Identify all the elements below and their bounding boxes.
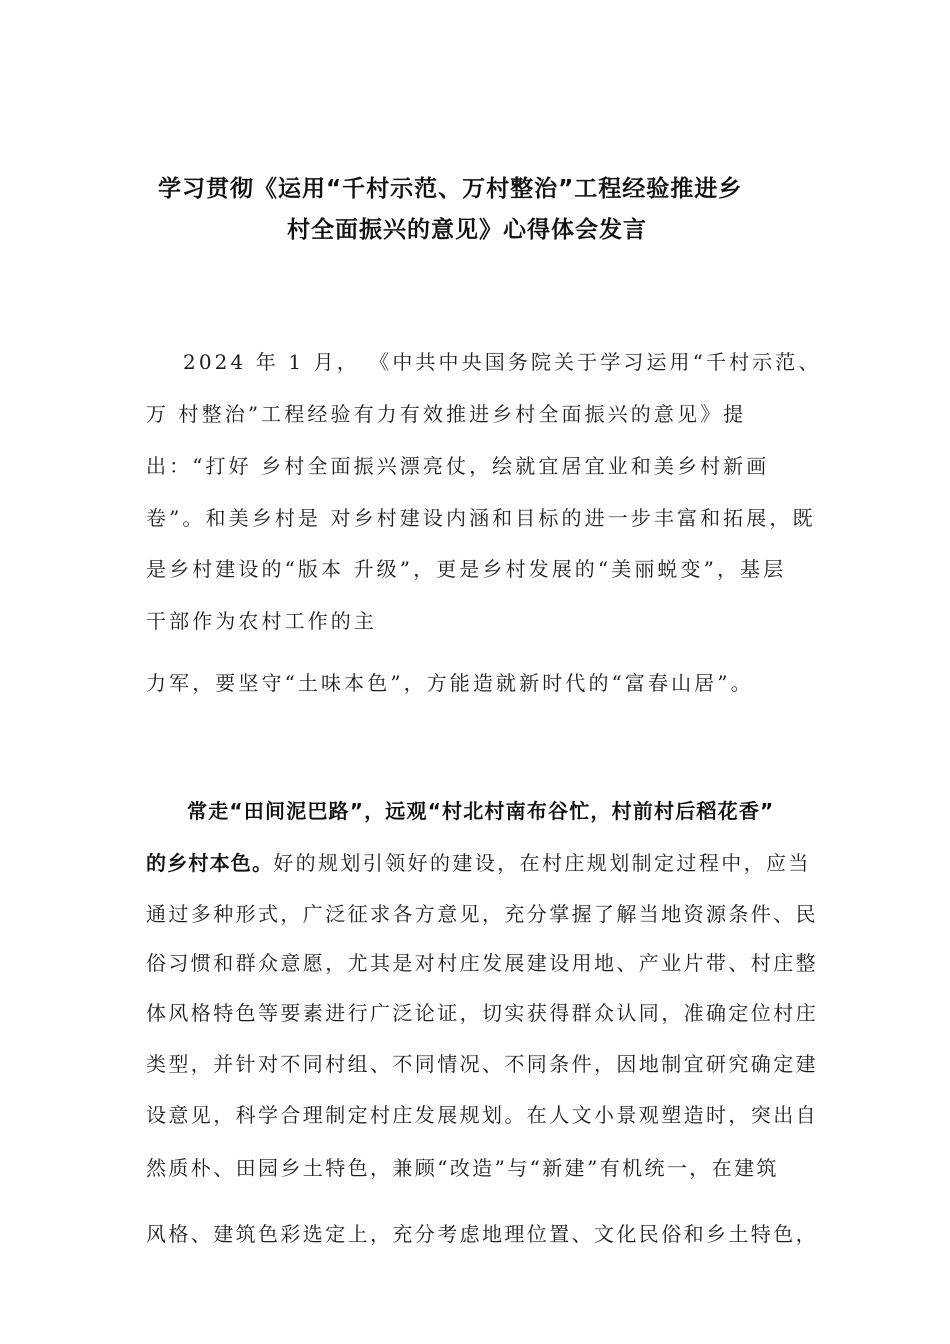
paragraph-1-line: 2024 年 1 月， 《中共中央国务院关于学习运用“千村示范、 [183, 350, 822, 374]
paragraph-2-heading-end: 的乡村本色。 [146, 851, 274, 875]
document-title-line-1: 学习贯彻《运用“千村示范、万村整治”工程经验推进乡 [158, 176, 743, 202]
paragraph-2-line: 然质朴、田园乡土特色，兼顾“改造”与“新建”有机统一，在建筑 [146, 1156, 779, 1180]
paragraph-2-line: 设意见，科学合理制定村庄发展规划。在人文小景观塑造时，突出自 [146, 1103, 818, 1127]
document-title-line-2: 村全面振兴的意见》心得体会发言 [287, 217, 647, 243]
paragraph-1-line: 万 村整治”工程经验有力有效推进乡村全面振兴的意见》提 [146, 402, 747, 426]
paragraph-2-line: 俗习惯和群众意愿，尤其是对村庄发展建设用地、产业片带、村庄整 [146, 951, 818, 975]
paragraph-2-line: 风格、建筑色彩选定上，充分考虑地理位置、文化民俗和乡土特色， [146, 1222, 818, 1246]
paragraph-1-line: 卷”。和美乡村是 对乡村建设内涵和目标的进一步丰富和拓展，既 [146, 506, 816, 530]
paragraph-2-line: 体风格特色等要素进行广泛论证，切实获得群众认同，准确定位村庄 [146, 1001, 818, 1025]
paragraph-2-line-2 [146, 847, 811, 876]
paragraph-1-line: 出：“打好 乡村全面振兴漂亮仗，绘就宜居宜业和美乡村新画 [146, 454, 770, 478]
paragraph-2-line: 类型，并针对不同村组、不同情况、不同条件，因地制宜研究确定建 [146, 1052, 818, 1076]
paragraph-2-line-2-text: 好的规划引领好的建设，在村庄规划制定过程中，应当 [273, 851, 811, 875]
paragraph-1-line: 是乡村建设的“版本 升级”，更是乡村发展的“美丽蜕变”，基层 [146, 557, 787, 581]
paragraph-1-line: 干部作为农村工作的主 [146, 609, 377, 633]
paragraph-2-heading: 常走“田间泥巴路”，远观“村北村南布谷忙，村前村后稻花香” [187, 799, 775, 823]
paragraph-2-line: 通过多种形式，广泛征求各方意见，充分掌握了解当地资源条件、民 [146, 902, 818, 926]
paragraph-1-line: 力军，要坚守“土味本色”，方能造就新时代的“富春山居”。 [146, 671, 754, 695]
